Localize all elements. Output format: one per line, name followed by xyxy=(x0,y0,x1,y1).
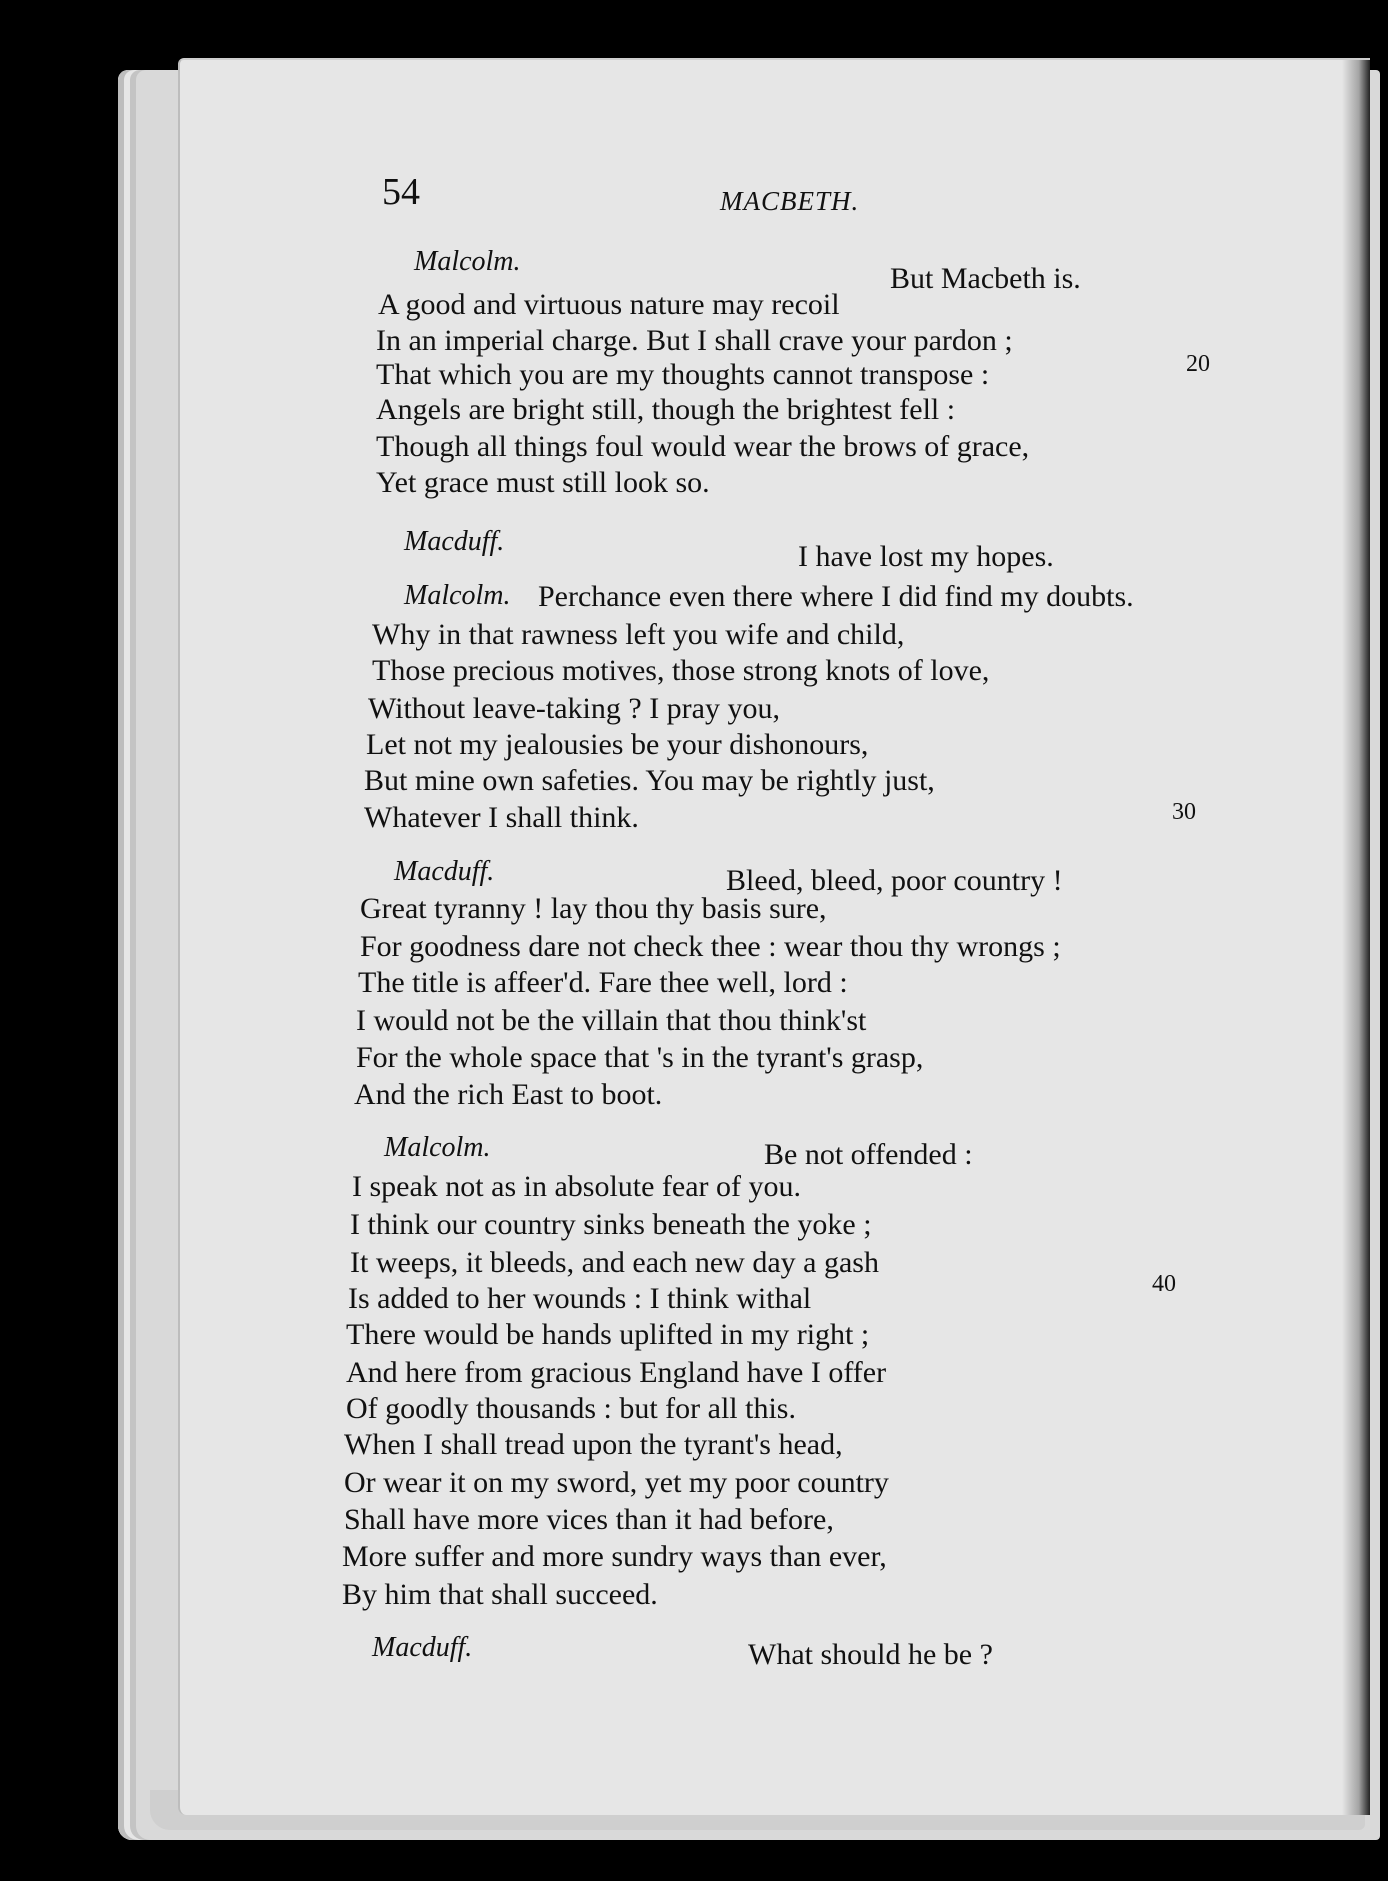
speech-first-line: Bleed, bleed, poor country ! xyxy=(726,864,1063,897)
speech-first-line: What should he be ? xyxy=(748,1638,993,1671)
verse-line: Is added to her wounds : I think withal xyxy=(348,1282,812,1315)
verse-line: For goodness dare not check thee : wear thou thy wrongs ; xyxy=(360,930,1061,963)
running-title: MACBETH. xyxy=(720,186,860,216)
verse-line: For the whole space that 's in the tyrant's grasp, xyxy=(356,1041,924,1074)
line-number: 30 xyxy=(1172,799,1196,825)
verse-line: Whatever I shall think. xyxy=(364,801,639,834)
speech-first-line: Perchance even there where I did find my doubts. xyxy=(538,580,1134,613)
verse-line: A good and virtuous nature may recoil xyxy=(378,288,840,321)
verse-line: When I shall tread upon the tyrant's head, xyxy=(344,1428,843,1461)
verse-line: And here from gracious England have I offer xyxy=(346,1356,887,1389)
verse-line: Shall have more vices than it had before, xyxy=(344,1503,834,1536)
verse-line: There would be hands uplifted in my right ; xyxy=(346,1318,870,1351)
verse-line: Without leave-taking ? I pray you, xyxy=(368,692,780,725)
verse-line: I would not be the villain that thou think'st xyxy=(356,1004,867,1037)
verse-line: By him that shall succeed. xyxy=(342,1578,658,1611)
verse-line: That which you are my thoughts cannot transpose : xyxy=(376,358,990,391)
verse-line: And the rich East to boot. xyxy=(354,1078,663,1111)
verse-line: Yet grace must still look so. xyxy=(376,466,710,499)
verse-line: More suffer and more sundry ways than ever, xyxy=(342,1540,887,1573)
verse-line: I speak not as in absolute fear of you. xyxy=(352,1170,802,1203)
verse-line: Let not my jealousies be your dishonours, xyxy=(366,728,869,761)
verse-line: Or wear it on my sword, yet my poor country xyxy=(344,1466,889,1499)
line-number: 40 xyxy=(1152,1271,1176,1297)
line-number: 20 xyxy=(1186,351,1210,377)
gutter-shadow xyxy=(1342,60,1370,1815)
verse-line: Of goodly thousands : but for all this. xyxy=(346,1392,796,1425)
speaker-name: Macduff. xyxy=(404,526,505,557)
speech-first-line: But Macbeth is. xyxy=(890,262,1081,295)
verse-line: Though all things foul would wear the brows of grace, xyxy=(376,430,1030,463)
verse-line: It weeps, it bleeds, and each new day a gash xyxy=(350,1246,879,1279)
page-number: 54 xyxy=(382,171,420,213)
verse-line: I think our country sinks beneath the yoke ; xyxy=(350,1208,872,1241)
verse-line: Angels are bright still, though the brightest fell : xyxy=(376,393,956,426)
verse-line: The title is affeer'd. Fare thee well, lord : xyxy=(358,966,848,999)
speech-first-line: I have lost my hopes. xyxy=(798,540,1054,573)
verse-line: But mine own safeties. You may be rightly just, xyxy=(364,764,935,797)
speaker-name: Malcolm. xyxy=(414,246,521,277)
speaker-name: Macduff. xyxy=(372,1632,473,1663)
verse-line: Why in that rawness left you wife and child, xyxy=(372,618,905,651)
speech-first-line: Be not offended : xyxy=(764,1138,973,1171)
verse-line: Those precious motives, those strong knots of love, xyxy=(372,654,990,687)
verse-line: In an imperial charge. But I shall crave your pardon ; xyxy=(376,324,1013,357)
speaker-name: Macduff. xyxy=(394,856,495,887)
verse-line: Great tyranny ! lay thou thy basis sure, xyxy=(360,892,827,925)
speaker-name: Malcolm. xyxy=(404,580,511,611)
speaker-name: Malcolm. xyxy=(384,1132,491,1163)
